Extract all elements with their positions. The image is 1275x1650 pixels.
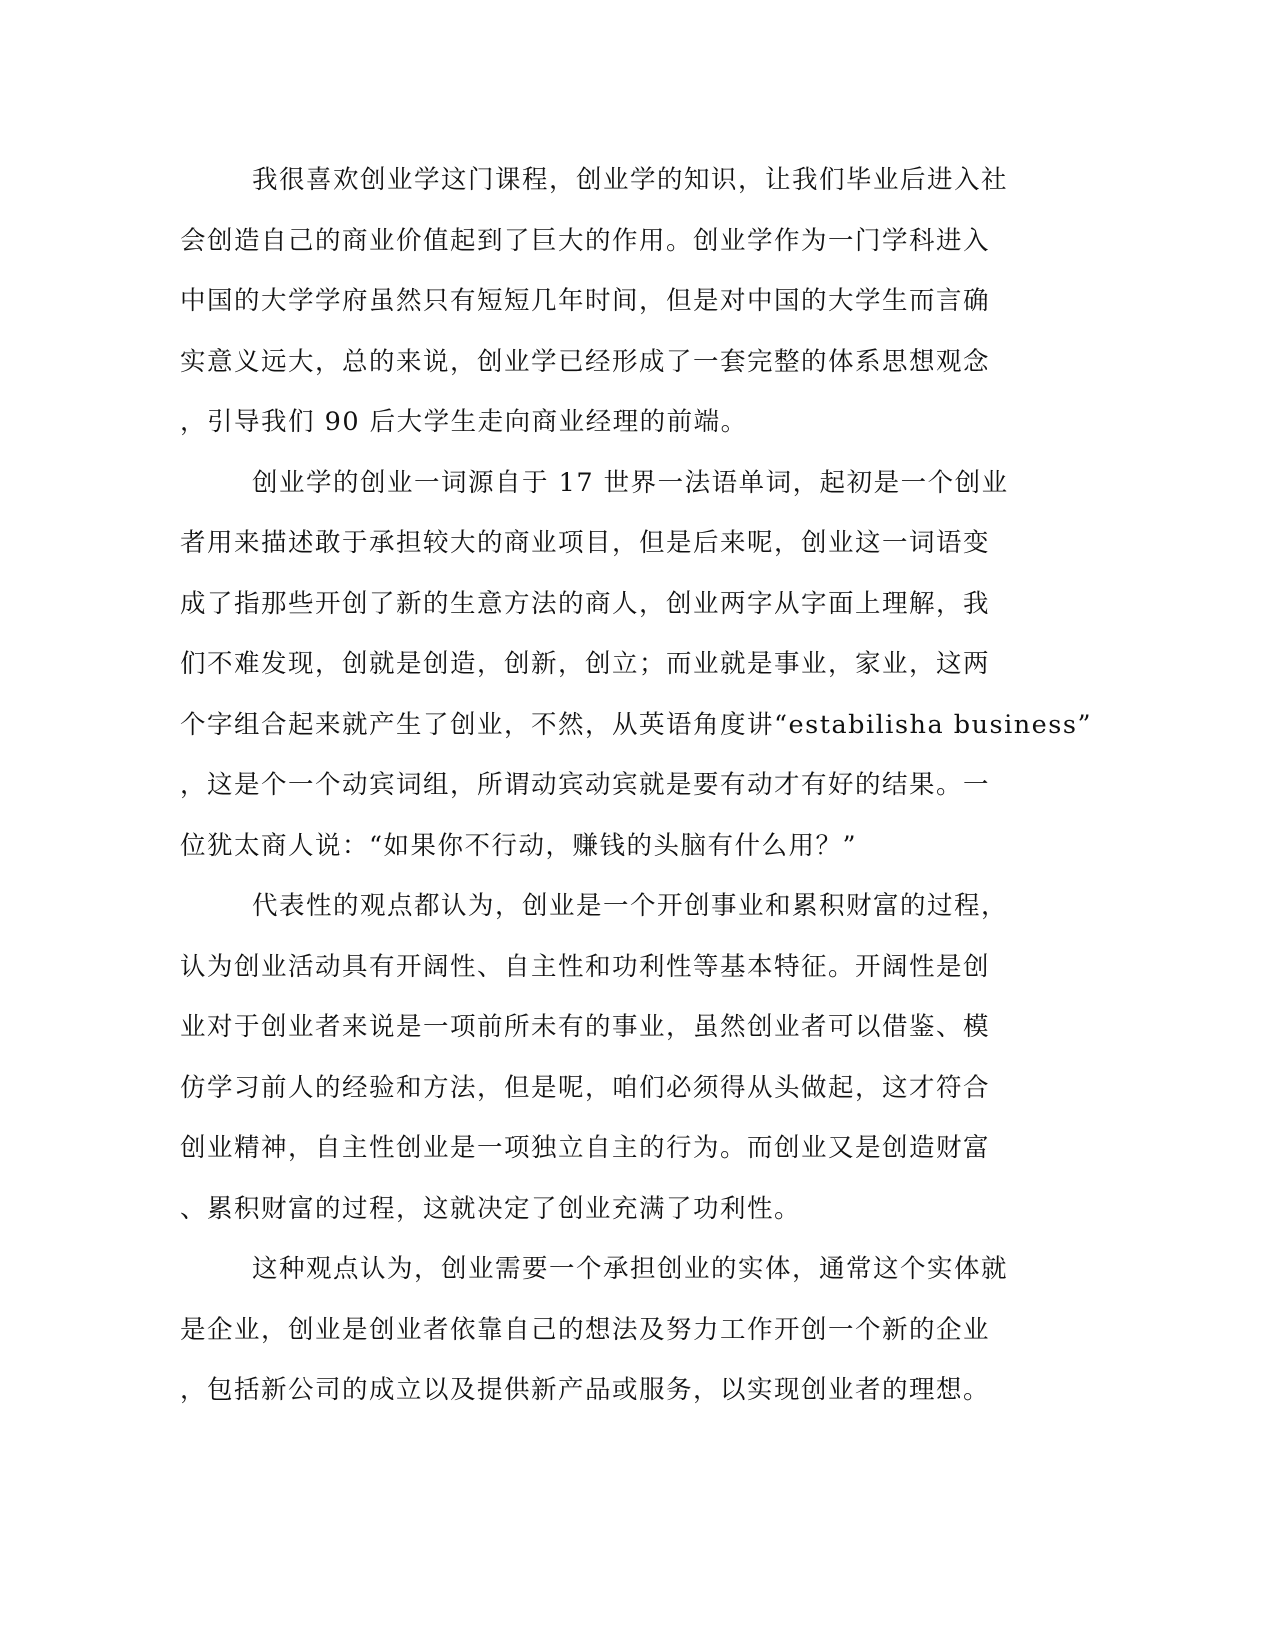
paragraph-2 [180, 453, 1092, 877]
text-line: ，这是个一个动宾词组，所谓动宾动宾就是要有动才有好的结果。一 [180, 770, 991, 800]
text-line: 、累积财富的过程，这就决定了创业充满了功利性。 [180, 1193, 802, 1224]
text-line: 代表性的观点都认为，创业是一个开创事业和累积财富的过程， [252, 891, 1009, 921]
text-line: 创业学的创业一词源自于 17 世界一法语单词，起初是一个创业 [252, 467, 1009, 498]
text-line: 位犹太商人说：“如果你不行动，赚钱的头脑有什么用？” [180, 830, 858, 861]
paragraph-1 [180, 150, 1050, 453]
document-body [180, 150, 1092, 1421]
text-line: 创业精神，自主性创业是一项独立自主的行为。而创业又是创造财富 [180, 1133, 991, 1163]
text-line: 认为创业活动具有开阔性、自主性和功利性等基本特征。开阔性是创 [180, 951, 991, 982]
text-line: 中国的大学学府虽然只有短短几年时间，但是对中国的大学生而言确 [180, 286, 991, 316]
text-line: 个字组合起来就产生了创业，不然，从英语角度讲“estabilisha business” [180, 709, 1092, 740]
paragraph-3 [180, 876, 1050, 1239]
text-line: 这种观点认为，创业需要一个承担创业的实体，通常这个实体就 [252, 1254, 1009, 1284]
text-line: ，包括新公司的成立以及提供新产品或服务，以实现创业者的理想。 [180, 1375, 991, 1405]
text-line: 实意义远大，总的来说，创业学已经形成了一套完整的体系思想观念 [180, 346, 991, 377]
text-line: ，引导我们 90 后大学生走向商业经理的前端。 [180, 407, 748, 437]
text-line: 是企业，创业是创业者依靠自己的想法及努力工作开创一个新的企业 [180, 1314, 991, 1345]
text-line: 我很喜欢创业学这门课程，创业学的知识，让我们毕业后进入社 [252, 165, 1009, 195]
text-line: 者用来描述敢于承担较大的商业项目，但是后来呢，创业这一词语变 [180, 528, 991, 558]
paragraph-4 [180, 1239, 1050, 1421]
text-line: 业对于创业者来说是一项前所未有的事业，虽然创业者可以借鉴、模 [180, 1012, 991, 1042]
text-line: 仿学习前人的经验和方法，但是呢，咱们必须得从头做起，这才符合 [180, 1072, 991, 1103]
text-line: 成了指那些开创了新的生意方法的商人，创业两字从字面上理解，我 [180, 588, 991, 619]
text-line: 们不难发现，创就是创造，创新，创立；而业就是事业，家业，这两 [180, 649, 991, 679]
text-line: 会创造自己的商业价值起到了巨大的作用。创业学作为一门学科进入 [180, 225, 991, 256]
